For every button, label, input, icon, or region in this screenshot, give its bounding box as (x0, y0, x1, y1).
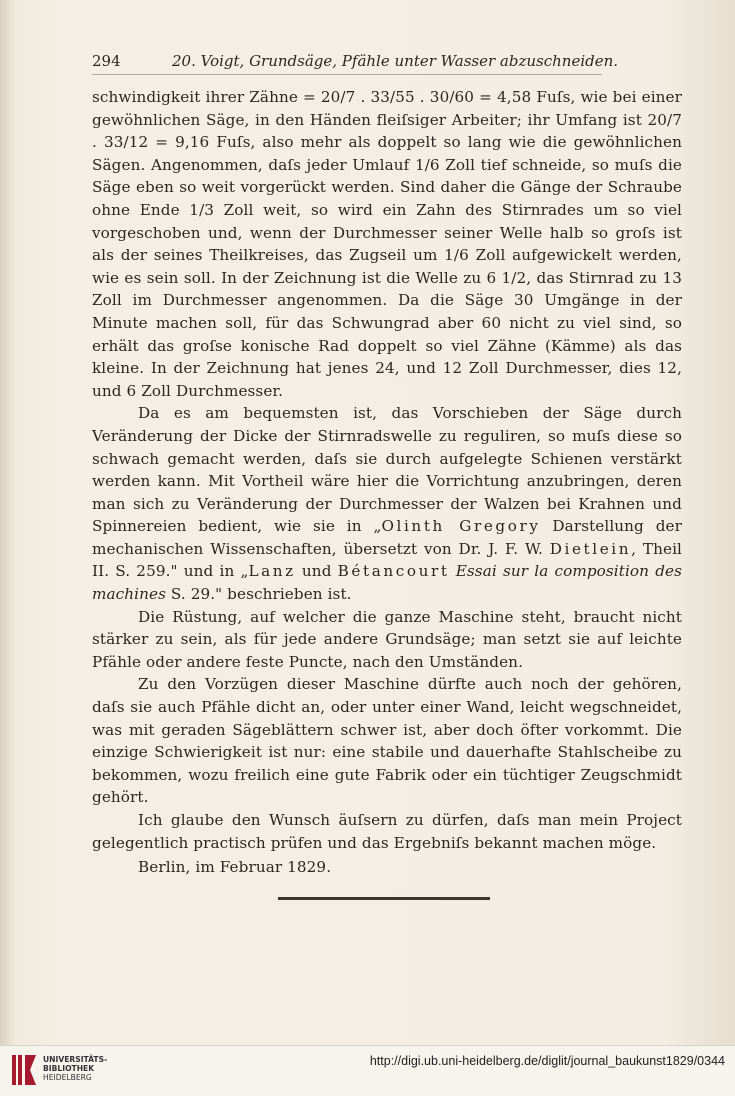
library-line: HEIDELBERG (43, 1073, 92, 1082)
text-run: Darstellung der mechanischen Wissenschaften, übersetzt von Dr. J. F. W. (92, 517, 682, 558)
text-run: S. 29." beschrieben ist. (165, 585, 352, 604)
text-run: Da es am bequemsten ist, das Vorschieben der Säge durch Veränderung der Dicke der Stirnradswelle zu reguliren, so muſs diese so schwach gemacht werden, daſs sie durch aufgelegte Schienen verstärkt werden kann. Mit Vortheil wäre hier die Vorrichtung anzubringen, deren man sich zu Veränderung der Durchmesser der Walzen bei Krahnen und Spinnereien bedient, wie sie in „ (92, 404, 682, 536)
author-name: Bétancourt (337, 562, 450, 581)
text-run: schwindigkeit ihrer Zähne = 20/7 . 33/55 . 30/60 = 4,58 Fuſs, wie bei einer gewöhnlichen Säge, in den Händen fleiſsiger Arbeiter; ihr Umfang ist 20/7 . 33/12 = 9,16 Fuſs, also mehr als doppelt so lang wie die gewöhnlichen Sägen. Angenommen, daſs jeder Umlauf 1/6 Zoll tief schneide, so muſs die Säge eben so weit vorgerückt werden. Sind daher die Gänge der Schraube ohne Ende 1/3 Zoll weit, so wird ein Zahn des Stirnrades um so viel vorgeschoben und, wenn der Durchmesser seiner Welle halb so groſs ist als der seines Theilkreises, das Zugseil um 1/6 Zoll aufgewickelt werden, wie es sein soll. In der Zeichnung ist die Welle zu 6 1/2, das Stirnrad zu 13 Zoll im Durchmesser angenommen. Da die Säge 30 Umgänge in der Minute machen soll, für das Schwungrad aber 60 nicht zu viel sind, so erhält das groſse konische Rad doppelt so viel Zähne (Kämme) als das kleine. In der Zeichnung hat jenes 24, und 12 Zoll Durchmesser, dies 12, und 6 Zoll Durchmesser. (92, 88, 682, 400)
text-run: Die Rüstung, auf welcher die ganze Maschine steht, braucht nicht stärker zu sein, als für jede andere Grundsäge; man setzt sie auf leichte Pfähle oder andere feste Puncte, nach den Umständen. (92, 607, 682, 671)
running-title: 20. Voigt, Grundsäge, Pfähle unter Wasser abzuschneiden. (172, 52, 619, 70)
text-run: und (295, 562, 338, 581)
paragraph (92, 856, 682, 879)
body-text (92, 86, 682, 879)
heidelberg-library-logo-icon[interactable] (10, 1052, 38, 1088)
library-line: UNIVERSITÄTS- (43, 1055, 108, 1064)
paragraph (92, 402, 682, 605)
permalink-url[interactable]: http://digi.ub.uni-heidelberg.de/diglit/journal_baukunst1829/0344 (369, 1054, 725, 1068)
paragraph (92, 86, 682, 402)
closing-rule (278, 897, 490, 900)
paragraph (92, 606, 682, 674)
author-name: Dietlein (549, 539, 632, 558)
text-run: , Theil II. S. 259." und in „ (92, 539, 682, 581)
header-rule (92, 74, 602, 75)
author-name: Lanz (248, 562, 296, 581)
text-run: Berlin, im Februar 1829. (138, 858, 332, 877)
paragraph (92, 673, 682, 809)
paragraph (92, 809, 682, 854)
author-name: Olinth Gregory (381, 517, 541, 536)
library-name (43, 1055, 107, 1082)
page-header (92, 50, 682, 72)
library-line: BIBLIOTHEK (43, 1064, 95, 1073)
viewer-footer (0, 1045, 735, 1096)
text-run: Ich glaube den Wunsch äuſsern zu dürfen, daſs man mein Project gelegentlich practisch prüfen und das Ergebniſs bekannt machen möge. (92, 811, 682, 852)
italic-title: Essai sur la composition des machines (92, 562, 682, 604)
page-number: 294 (92, 52, 121, 70)
text-run: Zu den Vorzügen dieser Maschine dürfte auch noch der gehören, daſs sie auch Pfähle dicht an, oder unter einer Wand, leicht wegschneidet, was mit geraden Sägeblättern schwer ist, aber doch öfter vorkommt. Die einzige Schwierigkeit ist nur: eine stabile und dauerhafte Stahlscheibe zu bekommen, wozu freilich eine gute Fabrik oder ein tüchtiger Zeugschmidt gehört. (92, 675, 682, 807)
